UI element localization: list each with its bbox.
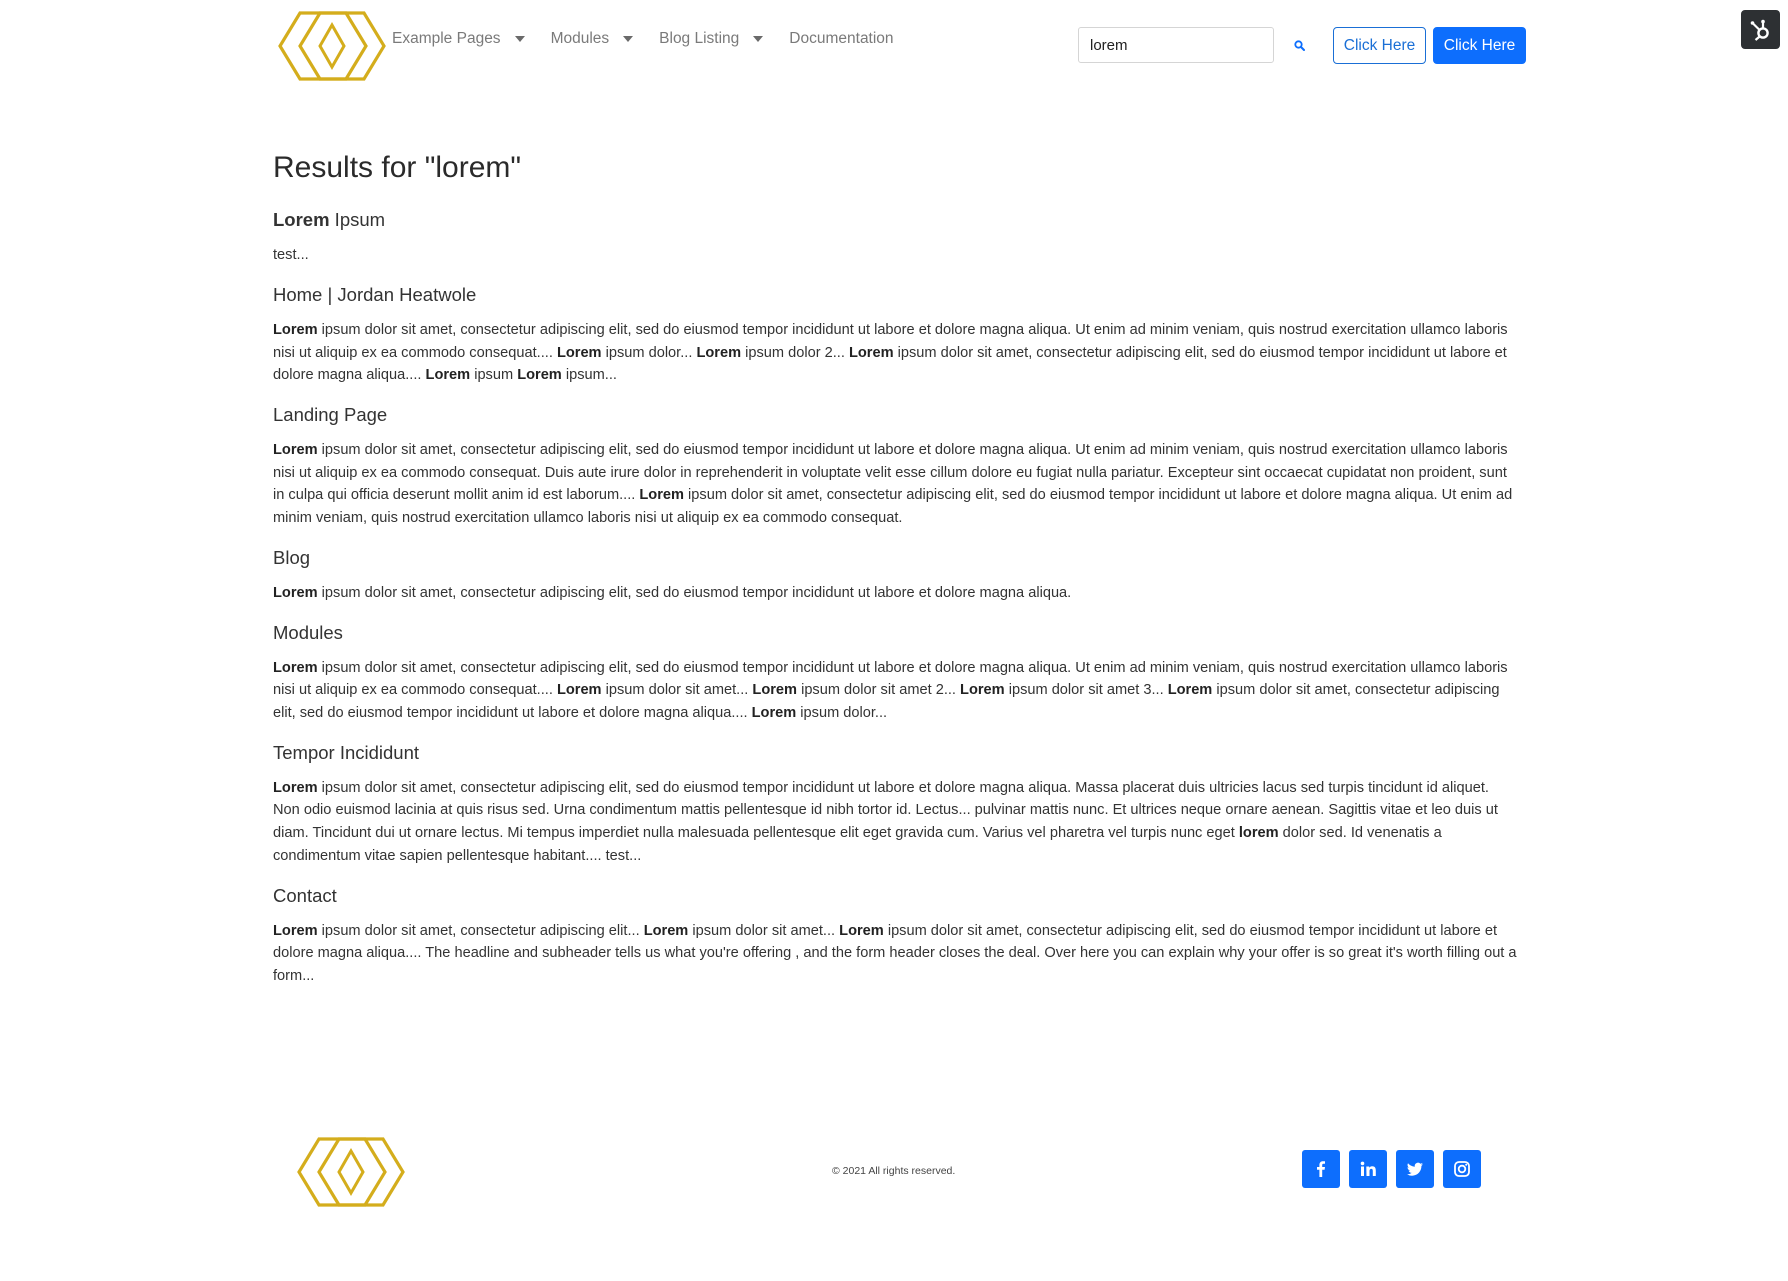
search-result (273, 283, 1518, 387)
search-input[interactable] (1078, 27, 1274, 63)
snippet-highlight: Lorem (556, 344, 602, 361)
page-title: Results for "lorem" (273, 151, 522, 184)
result-title-link[interactable] (273, 884, 1518, 908)
result-title-text: Modules (273, 621, 343, 643)
snippet-highlight: Lorem (960, 682, 1005, 699)
result-title-link[interactable] (273, 621, 1518, 645)
result-title-link[interactable] (273, 208, 1518, 232)
snippet-highlight: Lorem (273, 321, 318, 338)
hubspot-sprocket-icon (1749, 18, 1773, 42)
instagram-button[interactable] (1443, 1150, 1481, 1188)
search-result (273, 208, 1518, 267)
linkedin-button[interactable] (1349, 1150, 1387, 1188)
result-title-text: Contact (273, 884, 337, 906)
result-title-link[interactable] (273, 546, 1518, 570)
snippet-text: ipsum dolor sit amet, consectetur adipiscing elit, sed do eiusmod tempor incididunt ut labore et dolore magna aliqua. Ut enim ad minim veniam, quis nostrud exercitation ullamco laboris nisi ut aliquip ex ea commodo consequat. Duis aute irure dolor in reprehenderit in voluptate velit esse cillum dolore eu fugiat nulla pariatur. Excepteur sint occaecat cupidatat non proident, sunt in culpa qui officia deserunt mollit anim id est laborum.... (273, 441, 1508, 504)
nav-item-label: Modules (550, 30, 610, 47)
snippet-highlight: Lorem (273, 922, 318, 939)
result-title-link[interactable] (273, 741, 1518, 765)
snippet-text: ipsum dolor sit amet... (688, 922, 840, 939)
site-header (0, 0, 1788, 92)
result-title-text: Blog (273, 546, 311, 568)
nav-item-label: Blog Listing (659, 30, 740, 47)
search-result (273, 741, 1518, 868)
nav-item-label: Documentation (789, 30, 894, 47)
result-title-text: Landing Page (273, 403, 388, 425)
hubspot-sprocket-button[interactable] (1741, 10, 1780, 49)
nav-item-example-pages[interactable] (392, 30, 525, 48)
snippet-highlight: lorem (1238, 825, 1279, 842)
instagram-icon (1452, 1159, 1472, 1179)
snippet-text: ipsum dolor sit amet, consectetur adipiscing elit, sed do eiusmod tempor incididunt ut labore et dolore magna aliqua. Ut enim ad minim veniam, quis nostrud exercitation ullamco laboris nisi ut aliquip ex ea commodo consequat.... (273, 321, 1508, 361)
results-list (273, 208, 1518, 988)
snippet-highlight: Lorem (556, 682, 602, 699)
caret-down-icon[interactable] (515, 36, 525, 42)
snippet-highlight: Lorem (517, 367, 562, 384)
snippet-highlight: Lorem (1167, 682, 1213, 699)
snippet-text: ipsum dolor sit amet, consectetur adipiscing elit... (317, 922, 644, 939)
facebook-icon (1311, 1159, 1331, 1179)
snippet-text: test... (273, 247, 309, 264)
snippet-text: ipsum dolor sit amet, consectetur adipiscing elit, sed do eiusmod tempor incididunt ut labore et dolore magna aliqua. (317, 584, 1072, 601)
snippet-text: ipsum dolor... (796, 704, 888, 721)
snippet-text: ipsum dolor sit amet, consectetur adipiscing elit, sed do eiusmod tempor incididunt ut labore et dolore magna aliqua.... (273, 344, 1507, 384)
snippet-highlight: Lorem (273, 441, 318, 458)
click-here-primary-button[interactable]: Click Here (1433, 27, 1526, 64)
search-result (273, 621, 1518, 725)
snippet-text: ipsum dolor sit amet, consectetur adipiscing elit, sed do eiusmod tempor incididunt ut labore et dolore magna aliqua. Massa placerat duis ultricies lacus sed turpis tincidunt id aliquet. Non odio euismod lacinia at quis risus sed. Urna condimentum mattis pellentesque id nibh tortor id. Lectus... pulvinar mattis nunc. Et ultrices neque ornare aenean. Sagittis vitae et leo duis ut diam. Tincidunt dui ut ornare lectus. Mi tempus imperdiet nulla malesuada pellentesque elit eget gravida cum. Varius vel pharetra vel turpis nunc eget (273, 779, 1498, 842)
search-result (273, 884, 1518, 988)
snippet-highlight: Lorem (839, 922, 884, 939)
result-snippet (273, 439, 1518, 530)
snippet-highlight: Lorem (639, 487, 684, 504)
snippet-text: ipsum dolor sit amet, consectetur adipiscing elit, sed do eiusmod tempor incididunt ut labore et dolore magna aliqua. Ut enim ad minim veniam, quis nostrud exercitation ullamco laboris nisi ut aliquip ex ea commodo consequat.... (273, 659, 1508, 699)
search-result (273, 403, 1518, 530)
main-nav (392, 30, 920, 48)
nav-item-label: Example Pages (392, 30, 501, 47)
facebook-button[interactable] (1302, 1150, 1340, 1188)
footer-logo[interactable] (297, 1135, 405, 1209)
result-title-text: Tempor Incididunt (273, 741, 420, 763)
result-title-highlight: Lorem (273, 209, 330, 230)
snippet-highlight: Lorem (273, 584, 318, 601)
result-snippet (273, 244, 1518, 267)
social-links (1302, 1150, 1490, 1188)
twitter-button[interactable] (1396, 1150, 1434, 1188)
snippet-highlight: Lorem (752, 682, 798, 699)
click-here-outline-button[interactable]: Click Here (1333, 27, 1426, 64)
caret-down-icon[interactable] (753, 36, 763, 42)
caret-down-icon[interactable] (623, 36, 633, 42)
snippet-highlight: Lorem (273, 779, 318, 796)
nav-item-documentation[interactable] (789, 30, 893, 48)
result-snippet (273, 657, 1518, 725)
search-icon (1294, 40, 1305, 51)
snippet-highlight: Lorem (643, 922, 689, 939)
snippet-highlight: Lorem (751, 704, 797, 721)
nav-item-blog-listing[interactable] (659, 30, 763, 48)
site-logo[interactable] (278, 9, 386, 83)
snippet-text: ipsum... (561, 367, 617, 384)
nav-item-modules[interactable] (551, 30, 634, 48)
snippet-text: ipsum dolor sit amet, consectetur adipiscing elit, sed do eiusmod tempor incididunt ut labore et dolore magna aliqua.... The headline and subheader tells us what you're offering , and the form header closes the deal. Over here you can explain why your offer is so great it's worth filling out a form... (273, 922, 1517, 984)
search-results (273, 150, 1518, 1004)
search-result (273, 546, 1518, 605)
snippet-text: dolor sed. Id venenatis a condimentum vitae sapien pellentesque habitant.... test... (273, 825, 1442, 864)
result-snippet (273, 777, 1518, 868)
copyright-text: © 2021 All rights reserved. (832, 1165, 956, 1177)
result-title-link[interactable] (273, 283, 1518, 307)
hexagon-logo-icon (278, 9, 386, 83)
result-title-text: Home | Jordan Heatwole (273, 283, 477, 305)
result-snippet (273, 319, 1518, 387)
hexagon-logo-icon (297, 1135, 405, 1209)
result-snippet (273, 582, 1518, 605)
snippet-text: ipsum dolor sit amet 2... (797, 682, 961, 699)
snippet-text: ipsum dolor 2... (741, 344, 849, 361)
twitter-icon (1405, 1159, 1425, 1179)
search-button[interactable] (1289, 34, 1309, 56)
result-title-text: Ipsum (329, 209, 386, 230)
snippet-text: ipsum dolor sit amet... (601, 682, 753, 699)
snippet-highlight: Lorem (425, 367, 471, 384)
linkedin-icon (1358, 1159, 1378, 1179)
snippet-text: ipsum dolor... (601, 344, 697, 361)
result-snippet (273, 920, 1518, 988)
snippet-highlight: Lorem (696, 344, 742, 361)
snippet-text: ipsum (470, 367, 518, 384)
snippet-highlight: Lorem (848, 344, 894, 361)
snippet-text: ipsum dolor sit amet, consectetur adipiscing elit, sed do eiusmod tempor incididunt ut labore et dolore magna aliqua.... (273, 682, 1500, 721)
result-title-link[interactable] (273, 403, 1518, 427)
snippet-text: ipsum dolor sit amet, consectetur adipiscing elit, sed do eiusmod tempor incididunt ut labore et dolore magna aliqua. Ut enim ad minim veniam, quis nostrud exercitation ullamco laboris nisi ut aliquip ex ea commodo consequat. (273, 487, 1513, 527)
snippet-text: ipsum dolor sit amet 3... (1004, 682, 1168, 699)
snippet-highlight: Lorem (273, 659, 318, 676)
